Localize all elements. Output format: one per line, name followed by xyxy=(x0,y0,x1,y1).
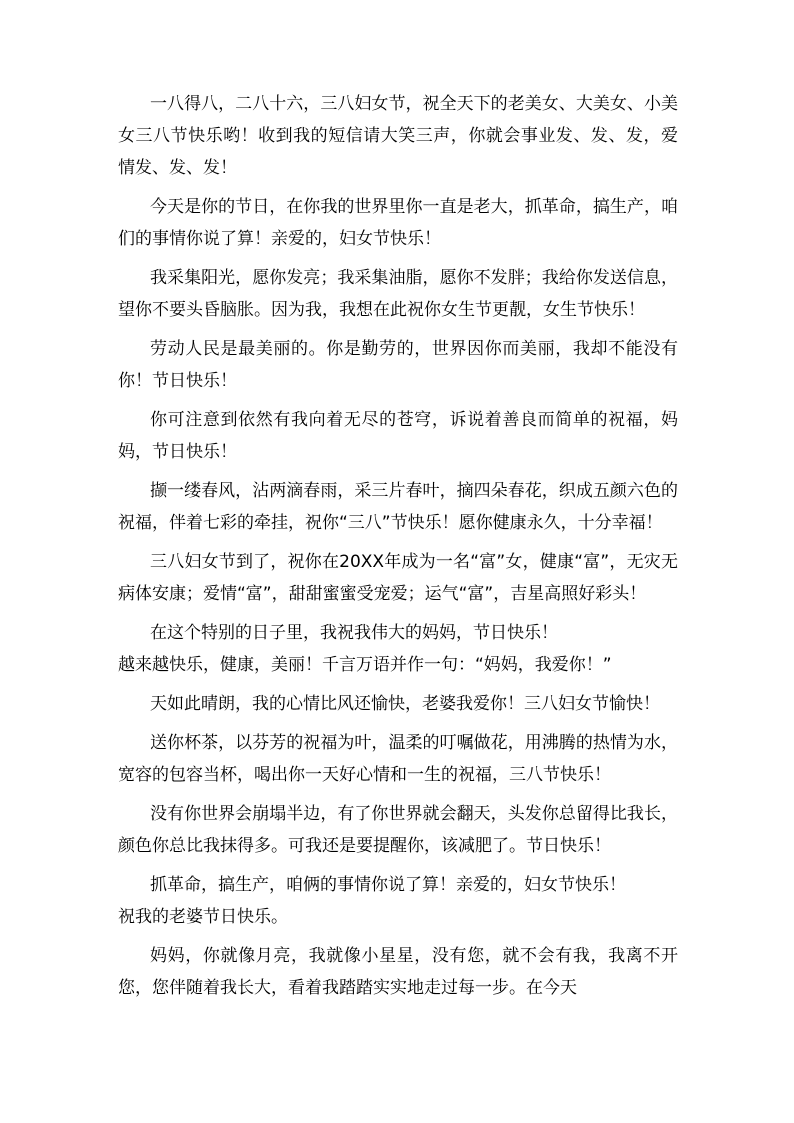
paragraph-5: 你可注意到依然有我向着无尽的苍穹，诉说着善良而简单的祝福，妈妈，节日快乐！ xyxy=(118,410,678,462)
paragraph-4: 劳动人民是最美丽的。你是勤劳的，世界因你而美丽，我却不能没有你！节日快乐！ xyxy=(118,339,678,391)
paragraph-14: 祝我的老婆节日快乐。 xyxy=(118,907,288,927)
paragraph-15: 妈妈，你就像月亮，我就像小星星，没有您，就不会有我，我离不开您，您伴随着我长大，看着我踏踏实实地走过每一步。在今天 xyxy=(118,946,678,998)
paragraph-7: 三八妇女节到了，祝你在20XX年成为一名“富”女，健康“富”，无灾无病体安康；爱情“富”，甜甜蜜蜜受宠爱；运气“富”，吉星高照好彩头！ xyxy=(118,552,678,604)
paragraph-1: 一八得八，二八十六，三八妇女节，祝全天下的老美女、大美女、小美女三八节快乐哟！收到我的短信请大笑三声，你就会事业发、发、发，爱情发、发、发！ xyxy=(118,94,678,178)
paragraph-9: 越来越快乐，健康，美丽！千言万语并作一句：“妈妈，我爱你！” xyxy=(118,655,612,675)
paragraph-10: 天如此晴朗，我的心情比风还愉快，老婆我爱你！三八妇女节愉快！ xyxy=(150,694,660,714)
paragraph-8: 在这个特别的日子里，我祝我伟大的妈妈，节日快乐！ xyxy=(150,623,558,643)
document-body xyxy=(118,88,678,1011)
paragraph-11: 送你杯茶，以芬芳的祝福为叶，温柔的叮嘱做花，用沸腾的热情为水，宽容的包容当杯，喝出你一天好心情和一生的祝福，三八节快乐！ xyxy=(118,733,678,785)
paragraph-2: 今天是你的节日，在你我的世界里你一直是老大，抓革命，搞生产，咱们的事情你说了算！亲爱的，妇女节快乐！ xyxy=(118,197,678,249)
paragraph-13: 抓革命，搞生产，咱俩的事情你说了算！亲爱的，妇女节快乐！ xyxy=(150,875,626,895)
paragraph-6: 撷一缕春风，沾两滴春雨，采三片春叶，摘四朵春花，织成五颜六色的祝福，伴着七彩的牵挂，祝你“三八”节快乐！愿你健康永久，十分幸福！ xyxy=(118,481,678,533)
paragraph-12: 没有你世界会崩塌半边，有了你世界就会翻天，头发你总留得比我长，颜色你总比我抹得多。可我还是要提醒你，该减肥了。节日快乐！ xyxy=(118,804,678,856)
paragraph-3: 我采集阳光，愿你发亮；我采集油脂，愿你不发胖；我给你发送信息，望你不要头昏脑胀。因为我，我想在此祝你女生节更靓，女生节快乐！ xyxy=(118,268,678,320)
